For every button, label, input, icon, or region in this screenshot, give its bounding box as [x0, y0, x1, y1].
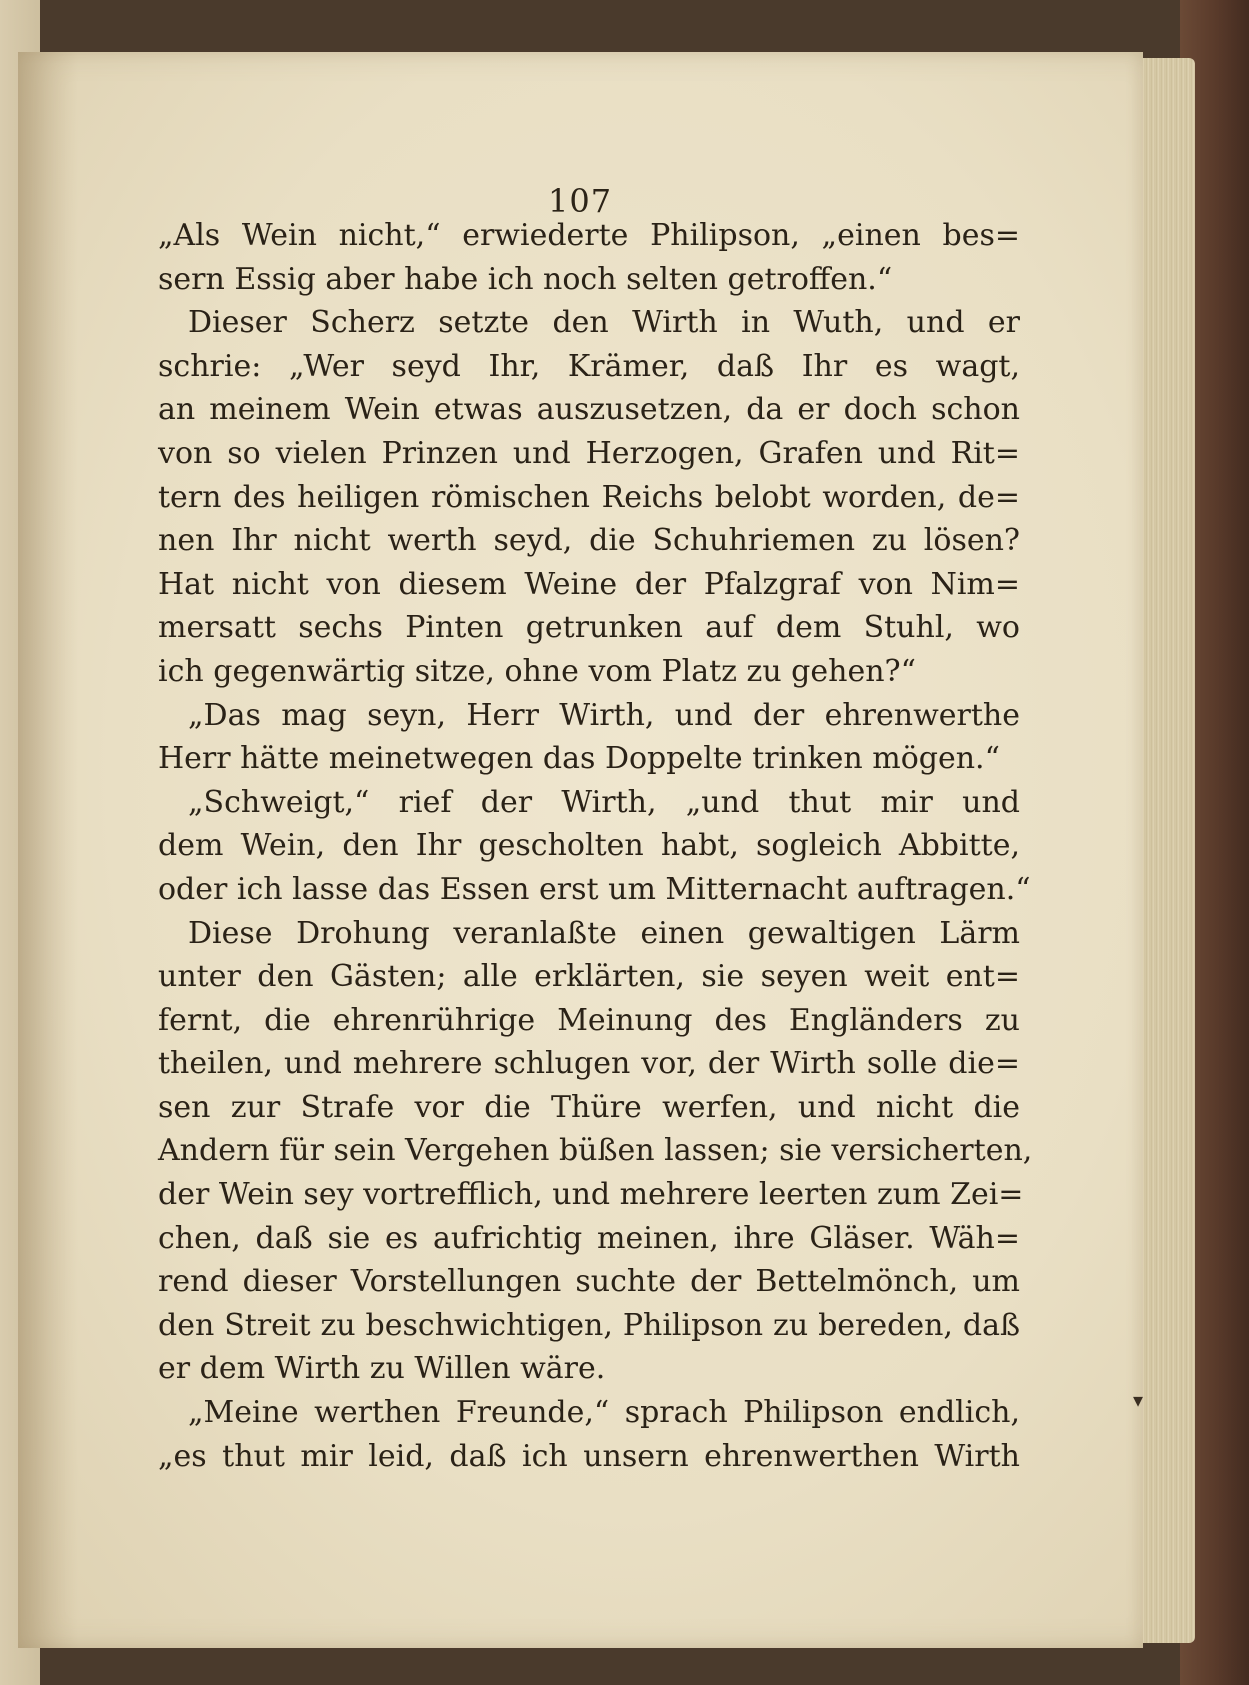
- text-line: tern des heiligen römischen Reichs belobt worden, de=: [158, 479, 1020, 515]
- text-line: schrie: „Wer seyd Ihr, Krämer, daß Ihr es wagt,: [158, 348, 1020, 384]
- text-line: unter den Gästen; alle erklärten, sie seyen weit ent=: [158, 959, 1020, 995]
- text-line: „es thut mir leid, daß ich unsern ehrenwerthen Wirth: [158, 1438, 1020, 1474]
- text-line: Hat nicht von diesem Weine der Pfalzgraf von Nim=: [158, 566, 1020, 602]
- text-line: „Als Wein nicht,“ erwiederte Philipson, „einen bes=: [158, 218, 1020, 253]
- text-line: „Schweigt,“ rief der Wirth, „und thut mir und: [188, 784, 1020, 820]
- text-line: dem Wein, den Ihr gescholten habt, sogleich Abbitte,: [158, 828, 1020, 864]
- text-line: Andern für sein Vergehen büßen lassen; sie versicherten,: [158, 1133, 1033, 1169]
- text-line: ich gegenwärtig sitze, ohne vom Platz zu gehen?“: [158, 653, 916, 689]
- body-text: [158, 214, 1033, 1478]
- text-line: rend dieser Vorstellungen suchte der Bettelmönch, um: [158, 1264, 1020, 1300]
- text-line: „Meine werthen Freunde,“ sprach Philipson endlich,: [188, 1395, 1020, 1431]
- text-line: chen, daß sie es aufrichtig meinen, ihre Gläser. Wäh=: [158, 1220, 1020, 1256]
- text-line: mersatt sechs Pinten getrunken auf dem Stuhl, wo: [158, 610, 1020, 646]
- text-line: sern Essig aber habe ich noch selten getroffen.“: [158, 261, 893, 297]
- text-line: Diese Drohung veranlaßte einen gewaltigen Lärm: [188, 915, 1020, 951]
- page-gutter-shadow: [18, 52, 78, 1648]
- text-line: den Streit zu beschwichtigen, Philipson zu bereden, daß: [158, 1307, 1020, 1343]
- text-line: theilen, und mehrere schlugen vor, der Wirth solle die=: [158, 1046, 1020, 1082]
- text-line: Herr hätte meinetwegen das Doppelte trinken mögen.“: [158, 741, 1000, 777]
- text-line: sen zur Strafe vor die Thüre werfen, und nicht die: [158, 1089, 1020, 1125]
- text-line: nen Ihr nicht werth seyd, die Schuhriemen zu lösen?: [158, 523, 1020, 559]
- text-line: er dem Wirth zu Willen wäre.: [158, 1351, 606, 1387]
- text-line: oder ich lasse das Essen erst um Mitternacht auftragen.“: [158, 871, 1031, 907]
- text-line: an meinem Wein etwas auszusetzen, da er doch schon: [158, 392, 1020, 428]
- page-number: 107: [548, 182, 613, 220]
- text-line: von so vielen Prinzen und Herzogen, Grafen und Rit=: [158, 435, 1020, 471]
- text-line: „Das mag seyn, Herr Wirth, und der ehrenwerthe: [188, 697, 1020, 733]
- text-line: Dieser Scherz setzte den Wirth in Wuth, und er: [188, 305, 1020, 341]
- text-line: der Wein sey vortrefflich, und mehrere leerten zum Zei=: [158, 1177, 1024, 1213]
- margin-mark: ▾: [1133, 1388, 1144, 1412]
- text-line: fernt, die ehrenrührige Meinung des Engländers zu: [158, 1002, 1020, 1038]
